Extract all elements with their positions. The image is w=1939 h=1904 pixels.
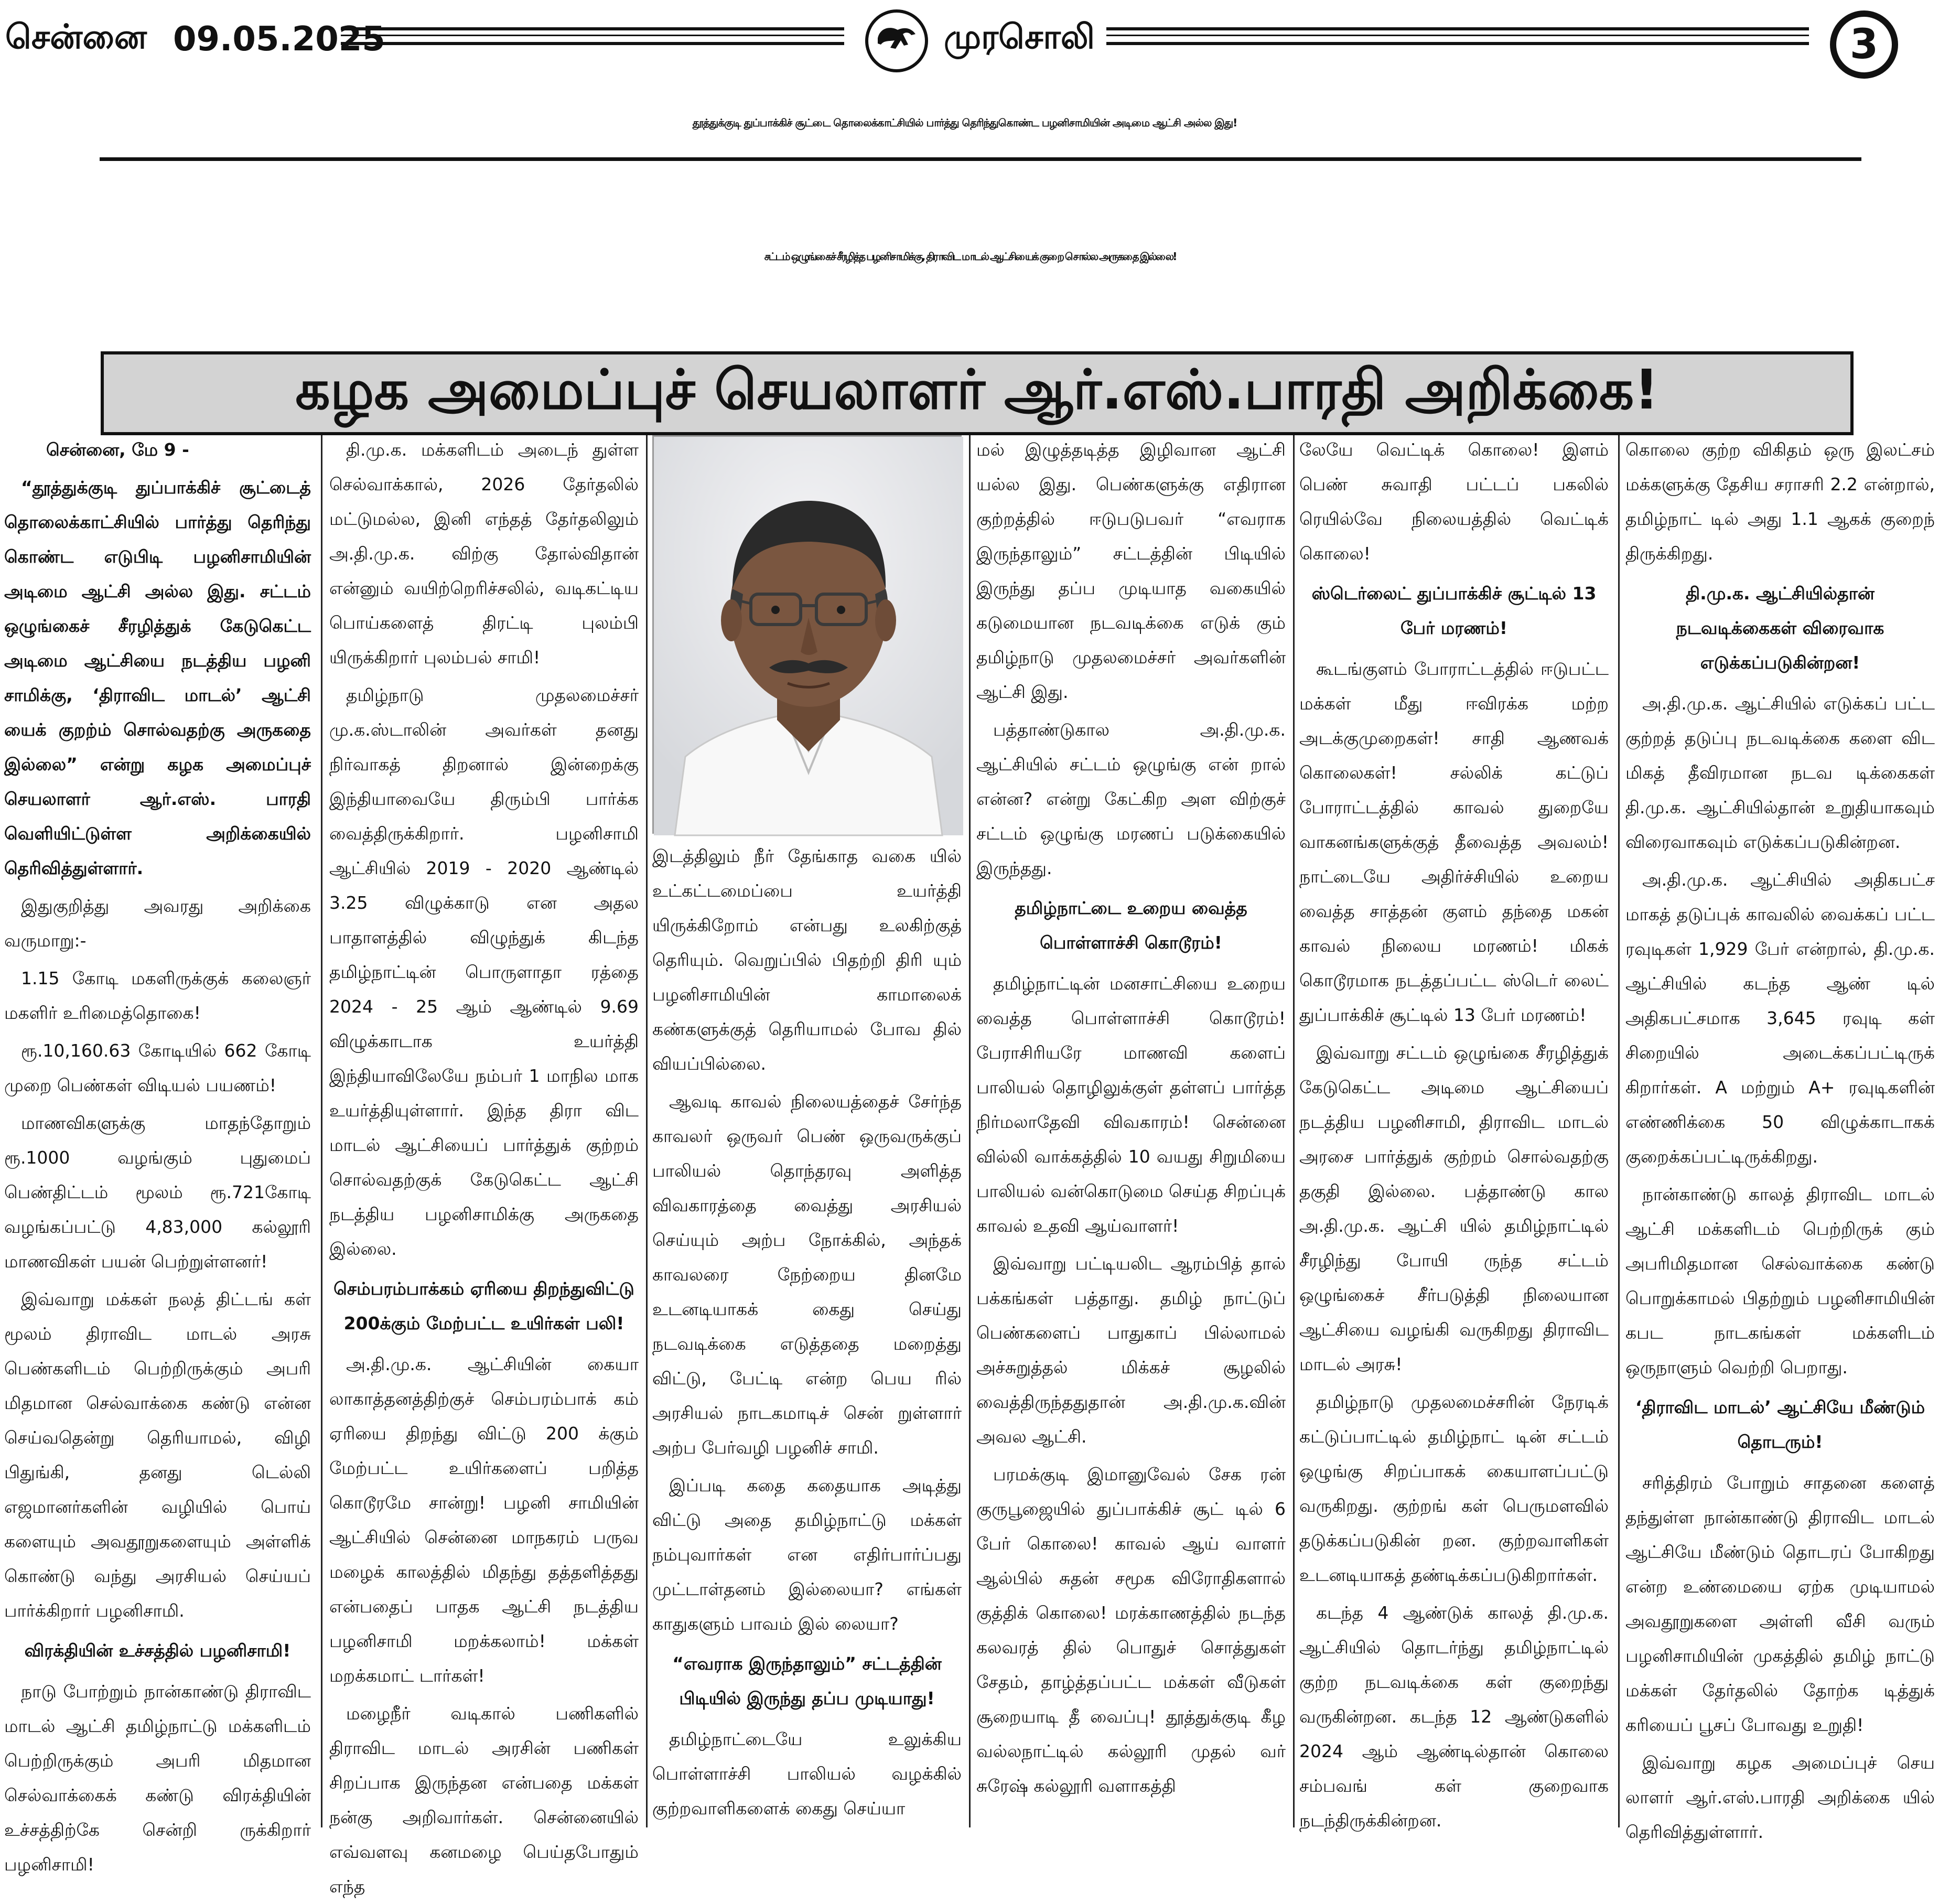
paragraph: மல் இழுத்தடித்த இழிவான ஆட்சி யல்ல இது. பெண்களுக்கு எதிரான குற்றத்தில் ஈடுபடுபவர் “எவராக இருந்தாலும்” சட்டத்தின் பிடியில் இருந்து தப்ப முடியாத வகையில் கடுமையான நடவடிக்கை எடுக் கும் தமிழ்நாடு முதலமைச்சர் அவர்களின் ஆட்சி இது. <box>976 439 1286 702</box>
paragraph: கொலை குற்ற விகிதம் ஒரு இலட்சம் மக்களுக்கு தேசிய சராசரி 2.2 என்றால், தமிழ்நாட் டில் அது 1.1 ஆகக் குறைந் திருக்கிறது. <box>1625 439 1935 564</box>
article-column-6 <box>1625 433 1935 1842</box>
paragraph: அ.தி.மு.க. ஆட்சியில் அதிகபட்ச மாகத் தடுப்புக் காவலில் வைக்கப் பட்ட ரவுடிகள் 1,929 பேர் என்றால், தி.மு.க. ஆட்சியில் கடந்த ஆண் டில் அதிகபட்சமாக 3,645 ரவுடி கள் சிறையில் அடைக்கப்பட்டிருக் கிறார்கள். A மற்றும் A+ ரவுடிகளின் எண்ணிக்கை 50 விழுக்காடாகக் குறைக்கப்பட்டிருக்கிறது. <box>1625 869 1935 1167</box>
article-column-3 <box>652 839 962 1827</box>
sub-headline-box <box>101 351 1854 435</box>
paragraph: தமிழ்நாட்டின் மனசாட்சியை உறைய வைத்த பொள்ளாச்சி கொடூரம்! பேராசிரியரே மாணவி களைப் பாலியல் தொழிலுக்குள் தள்ளப் பார்த்த நிர்மலாதேவி விவகாரம்! சென்னை வில்லி வாக்கத்தில் 10 வயது சிறுமியை பாலியல் வன்கொடுமை செய்த சிறப்புக் காவல் உதவி ஆய்வாளர்! <box>976 973 1286 1236</box>
paragraph: தமிழ்நாடு முதலமைச்சர் மு.க.ஸ்டாலின் அவர்கள் தனது நிர்வாகத் திறனால் இன்றைக்கு இந்தியாவையே திரும்பி பார்க்க வைத்திருக்கிறார். பழனிசாமி ஆட்சியில் 2019 - 2020 ஆண்டில் 3.25 விழுக்காடு என அதல பாதாளத்தில் விழுந்துக் கிடந்த தமிழ்நாட்டின் பொருளாதா ரத்தை 2024 - 25 ஆம் ஆண்டில் 9.69 விழுக்காடாக உயர்த்தி இந்தியாவிலேயே நம்பர் 1 மாநில மாக உயர்த்தியுள்ளார். இந்த திரா விட மாடல் ஆட்சியைப் பார்த்துக் குற்றம் சொல்வதற்குக் கேடுகெட்ட ஆட்சி நடத்திய பழனிசாமிக்கு அருகதை இல்லை. <box>329 685 639 1259</box>
column-rule <box>1618 435 1620 1827</box>
column-rule <box>969 435 971 1827</box>
article-dateline: சென்னை, மே 9 - <box>46 439 189 460</box>
paragraph: நான்காண்டு காலத் திராவிட மாடல் ஆட்சி மக்களிடம் பெற்றிருக் கும் அபரிமிதமான செல்வாக்கை கண்டு பொறுக்காமல் பிதற்றும் பழனிசாமியின் கபட நாடகங்கள் மக்களிடம் ஒருநாளும் வெற்றி பெறாது. <box>1625 1184 1935 1378</box>
column-rule <box>1293 435 1295 1827</box>
paragraph: கூடங்குளம் போராட்டத்தில் ஈடுபட்ட மக்கள் மீது ஈவிரக்க மற்ற அடக்குமுறைகள்! சாதி ஆணவக் கொலைகள்! சல்லிக் கட்டுப் போராட்டத்தில் காவல் துறையே வாகனங்களுக்குத் தீவைத்த அவலம்! நாட்டையே அதிர்ச்சியில் உறைய வைத்த சாத்தன் குளம் தந்தை மகன் காவல் நிலைய மரணம்! மிகக் கொடூரமாக நடத்தப்பட்ட ஸ்டெர் லைட் துப்பாக்கிச் சூட்டில் 13 பேர் மரணம்! <box>1299 659 1609 1025</box>
sub-headline: கழக அமைப்புச் செயலாளர் ஆர்.எஸ்.பாரதி அறிக்கை! <box>295 358 1659 422</box>
paragraph: பத்தாண்டுகால அ.தி.மு.க. ஆட்சியில் சட்டம் ஒழுங்கு என் றால் என்ன? என்று கேட்கிற அள விற்குச் சட்டம் ஒழுங்கு மரணப் படுக்கையில் இருந்தது. <box>976 719 1286 878</box>
paragraph: அ.தி.மு.க. ஆட்சியில் எடுக்கப் பட்ட குற்றத் தடுப்பு நடவடிக்கை களை விட மிகத் தீவிரமான நடவ டிக்கைகள் தி.மு.க. ஆட்சியில்தான் உறுதியாகவும் விரைவாகவும் எடுக்கப்படுகின்றன. <box>1625 693 1935 852</box>
section-subhead: ‘திராவிட மாடல்’ ஆட்சியே மீண்டும் தொடரும்! <box>1635 1397 1925 1452</box>
paragraph: தமிழ்நாடு முதலமைச்சரின் நேரடிக் கட்டுப்பாட்டில் தமிழ்நாட் டின் சட்டம் ஒழுங்கு சிறப்பாகக் கையாளப்பட்டு வருகிறது. குற்றங் கள் பெருமளவில் தடுக்கப்படுகின் றன. குற்றவாளிகள் உடனடியாகத் தண்டிக்கப்படுகிறார்கள். <box>1299 1392 1609 1585</box>
column-rule <box>646 435 648 1827</box>
paragraph: இவ்வாறு மக்கள் நலத் திட்டங் கள் மூலம் திராவிட மாடல் அரசு பெண்களிடம் பெற்றிருக்கும் அபரி மிதமான செல்வாக்கை கண்டு என்ன செய்வதென்று தெரியாமல், விழி பிதுங்கி, தனது டெல்லி எஜமானர்களின் வழியில் பொய் களையும் அவதூறுகளையும் அள்ளிக் கொண்டு வந்து அரசியல் செய்யப் பார்க்கிறார் பழனிசாமி. <box>4 1289 311 1621</box>
section-subhead: “எவராக இருந்தாலும்” சட்டத்தின் பிடியில் இருந்து தப்ப முடியாது! <box>672 1653 942 1708</box>
paragraph: லேயே வெட்டிக் கொலை! இளம் பெண் சுவாதி பட்டப் பகலில் ரெயில்வே நிலையத்தில் வெட்டிக் கொலை! <box>1299 439 1609 564</box>
newspaper-name: முரசொலி <box>944 18 1095 57</box>
column-rule <box>321 435 322 1827</box>
section-subhead: செம்பரம்பாக்கம் ஏரியை திறந்துவிட்டு 200க்கும் மேற்பட்ட உயிர்கள் பலி! <box>333 1278 634 1333</box>
masthead-rule-right <box>1106 27 1809 45</box>
kicker-underline <box>100 157 1861 161</box>
article-column-2 <box>329 433 639 1897</box>
paragraph: மாணவிகளுக்கு மாதந்தோறும் ரூ.1000 வழங்கும் புதுமைப் பெண்திட்டம் மூலம் ரூ.721கோடி வழங்கப்பட்டு 4,83,000 கல்லூரி மாணவிகள் பயன் பெற்றுள்ளனர்! <box>4 1113 311 1272</box>
paragraph: கடந்த 4 ஆண்டுக் காலத் தி.மு.க. ஆட்சியில் தொடர்ந்து தமிழ்நாட்டில் குற்ற நடவடிக்கை கள் குறைந்து வருகின்றன. கடந்த 12 ஆண்டுகளில் 2024 ஆம் ஆண்டில்தான் கொலை சம்பவங் கள் குறைவாக நடந்திருக்கின்றன. <box>1299 1602 1609 1831</box>
kicker-headline: தூத்துக்குடி துப்பாக்கிச் சூட்டை தொலைக்காட்சியில் பார்த்து தெரிந்துகொண்ட பழனிசாமியின் அடிமை ஆட்சி அல்ல இது! <box>692 116 1237 129</box>
issue-date: 09.05.2025 <box>173 20 385 59</box>
paragraph: இதுகுறித்து அவரது அறிக்கை வருமாறு:- <box>4 896 311 951</box>
portrait-photo <box>652 435 962 834</box>
section-subhead: தி.மு.க. ஆட்சியில்தான் நடவடிக்கைகள் விரைவாக எடுக்கப்படுகின்றன! <box>1676 583 1884 673</box>
paragraph: இடத்திலும் நீர் தேங்காத வகை யில் உட்கட்டமைப்பை உயர்த்தி யிருக்கிறோம் என்பது உலகிற்குத் தெரியும். வெறுப்பில் பிதற்றி திரி யும் பழனிசாமியின் காமாலைக் கண்களுக்குத் தெரியாமல் போவ தில் வியப்பில்லை. <box>652 846 962 1074</box>
paragraph: இவ்வாறு சட்டம் ஒழுங்கை சீரழித்துக் கேடுகெட்ட அடிமை ஆட்சியைப் நடத்திய பழனிசாமி, திராவிட மாடல் அரசை பார்த்துக் குற்றம் சொல்வதற்கு தகுதி இல்லை. பத்தாண்டு கால அ.தி.மு.க. ஆட்சி யில் தமிழ்நாட்டில் சீரழிந்து போயி ருந்த சட்டம் ஒழுங்கைச் சீர்படுத்தி நிலையான ஆட்சியை வழங்கி வருகிறது திராவிட மாடல் அரசு! <box>1299 1042 1609 1374</box>
paragraph: மழைநீர் வடிகால் பணிகளில் திராவிட மாடல் அரசின் பணிகள் சிறப்பாக இருந்தன என்பதை மக்கள் நன்கு அறிவார்கள். சென்னையில் எவ்வளவு கனமழை பெய்தபோதும் எந்த <box>329 1703 639 1897</box>
paragraph: பரமக்குடி இமானுவேல் சேக ரன் குருபூஜையில் துப்பாக்கிச் சூட் டில் 6 பேர் கொலை! காவல் ஆய் வாளர் ஆல்பில் சுதன் சமூக விரோதிகளால் குத்திக் கொலை! மரக்காணத்தில் நடந்த கலவரத் தில் பொதுச் சொத்துகள் சேதம், தாழ்த்தப்பட்ட மக்கள் வீடுகள் சூறையாடி தீ வைப்பு! தூத்துக்குடி கீழ வல்லநாட்டில் கல்லூரி முதல் வர் சுரேஷ் கல்லூரி வளாகத்தி <box>976 1464 1286 1796</box>
portrait-photo-svg <box>654 437 963 835</box>
paragraph: ரூ.10,160.63 கோடியில் 662 கோடி முறை பெண்கள் விடியல் பயணம்! <box>4 1040 311 1095</box>
main-headline: சட்டம் ஒழுங்கைச் சீரழித்த பழனிசாமிக்கு, திராவிட மாடல் ஆட்சியைக் குறை சொல்ல அருகதை இல்லை! <box>764 250 1176 263</box>
article-column-5 <box>1299 433 1609 1831</box>
article-column-1 <box>4 433 311 1875</box>
masthead-dateline <box>5 10 385 68</box>
paragraph: தி.மு.க. மக்களிடம் அடைந் துள்ள செல்வாக்கால், 2026 தேர்தலில் மட்டுமல்ல, இனி எந்தத் தேர்தலிலும் அ.தி.மு.க. விற்கு தோல்விதான் என்னும் வயிற்றெரிச்சலில், வடிகட்டிய பொய்களைத் திரட்டி புலம்பி யிருக்கிறார் புலம்பல் சாமி! <box>329 439 639 668</box>
bull-logo-icon <box>865 9 928 72</box>
city-name: சென்னை <box>5 18 147 57</box>
paragraph: தமிழ்நாட்டையே உலுக்கிய பொள்ளாச்சி பாலியல் வழக்கில் குற்றவாளிகளைக் கைது செய்யா <box>652 1729 962 1819</box>
section-subhead: ஸ்டெர்லைட் துப்பாக்கிச் சூட்டில் 13 பேர் மரணம்! <box>1311 583 1597 638</box>
paragraph: 1.15 கோடி மகளிருக்குக் கலைஞர் மகளிர் உரிமைத்தொகை! <box>4 968 311 1023</box>
bull-logo-icon-svg <box>875 23 919 59</box>
article-lead: “தூத்துக்குடி துப்பாக்கிச் சூட்டைத் தொலைக்காட்சியில் பார்த்து தெரிந்து கொண்ட எடுபிடி பழனிசாமியின் அடிமை ஆட்சி அல்ல இது. சட்டம் ஒழுங்கைச் சீரழித்துக் கேடுகெட்ட அடிமை ஆட்சியை நடத்திய பழனி சாமிக்கு, ‘திராவிட மாடல்’ ஆட்சி யைக் குறற்ம் சொல்வதற்கு அருகதை இல்லை” என்று கழக அமைப்புச் செயலாளர் ஆர்.எஸ். பாரதி வெளியிட்டுள்ள அறிக்கையில் தெரிவித்துள்ளார். <box>4 477 311 878</box>
paragraph: இப்படி கதை கதையாக அடித்து விட்டு அதை தமிழ்நாட்டு மக்கள் நம்புவார்கள் என எதிர்பார்ப்பது முட்டாள்தனம் இல்லையா? எங்கள் காதுகளும் பாவம் இல் லையா? <box>652 1475 962 1634</box>
paragraph: நாடு போற்றும் நான்காண்டு திராவிட மாடல் ஆட்சி தமிழ்நாட்டு மக்களிடம் பெற்றிருக்கும் அபரி மிதமான செல்வாக்கைக் கண்டு விரக்தியின் உச்சத்திற்கே சென்றி ருக்கிறார் பழனிசாமி! <box>4 1681 311 1875</box>
section-subhead: தமிழ்நாட்டை உறைய வைத்த பொள்ளாச்சி கொடூரம்! <box>1015 898 1247 953</box>
masthead-rule-left <box>341 27 844 45</box>
article-column-4 <box>976 433 1286 1827</box>
paragraph: சரித்திரம் போறும் சாதனை களைத் தந்துள்ள நான்காண்டு திராவிட மாடல் ஆட்சியே மீண்டும் தொடரப் போகிறது என்ற உண்மையை ஏற்க முடியாமல் அவதூறுகளை அள்ளி வீசி வரும் பழனிசாமியின் முகத்தில் தமிழ் நாட்டு மக்கள் தேர்தலில் தோற்க டித்துக் கரியைப் பூசப் போவது உறுதி! <box>1625 1472 1935 1735</box>
section-subhead: விரக்தியின் உச்சத்தில் பழனிசாமி! <box>24 1640 291 1661</box>
paragraph: இவ்வாறு பட்டியலிட ஆரம்பித் தால் பக்கங்கள் பத்தாது. தமிழ் நாட்டுப் பெண்களைப் பாதுகாப் பில்லாமல் அச்சுறுத்தல் மிக்கச் சூழலில் வைத்திருந்ததுதான் அ.தி.மு.க.வின் அவல ஆட்சி. <box>976 1253 1286 1447</box>
paragraph: ஆவடி காவல் நிலையத்தைச் சேர்ந்த காவலர் ஒருவர் பெண் ஒருவருக்குப் பாலியல் தொந்தரவு அளித்த விவகாரத்தை வைத்து அரசியல் செய்யும் அற்ப நோக்கில், அந்தக் காவலரை நேற்றைய தினமே உடனடியாகக் கைது செய்து நடவடிக்கை எடுத்ததை மறைத்து விட்டு, பேட்டி என்ற பெய ரில் அரசியல் நாடகமாடிச் சென் றுள்ளார் அற்ப பேர்வழி பழனிச் சாமி. <box>652 1091 962 1458</box>
page-number-badge: 3 <box>1830 10 1898 79</box>
paragraph: அ.தி.மு.க. ஆட்சியின் கையா லாகாத்தனத்திற்குச் செம்பரம்பாக் கம் ஏரியை திறந்து விட்டு 200 க்கும் மேற்பட்ட உயிர்களைப் பறித்த கொடூரமே சான்று! பழனி சாமியின் ஆட்சியில் சென்னை மாநகரம் பருவ மழைக் காலத்தில் மிதந்து தத்தளித்தது என்பதைப் பாதக ஆட்சி நடத்திய பழனிசாமி மறக்கலாம்! மக்கள் மறக்கமாட் டார்கள்! <box>329 1354 639 1686</box>
paragraph: இவ்வாறு கழக அமைப்புச் செய லாளர் ஆர்.எஸ்.பாரதி அறிக்கை யில் தெரிவித்துள்ளார். <box>1625 1752 1935 1842</box>
masthead <box>0 0 1939 79</box>
